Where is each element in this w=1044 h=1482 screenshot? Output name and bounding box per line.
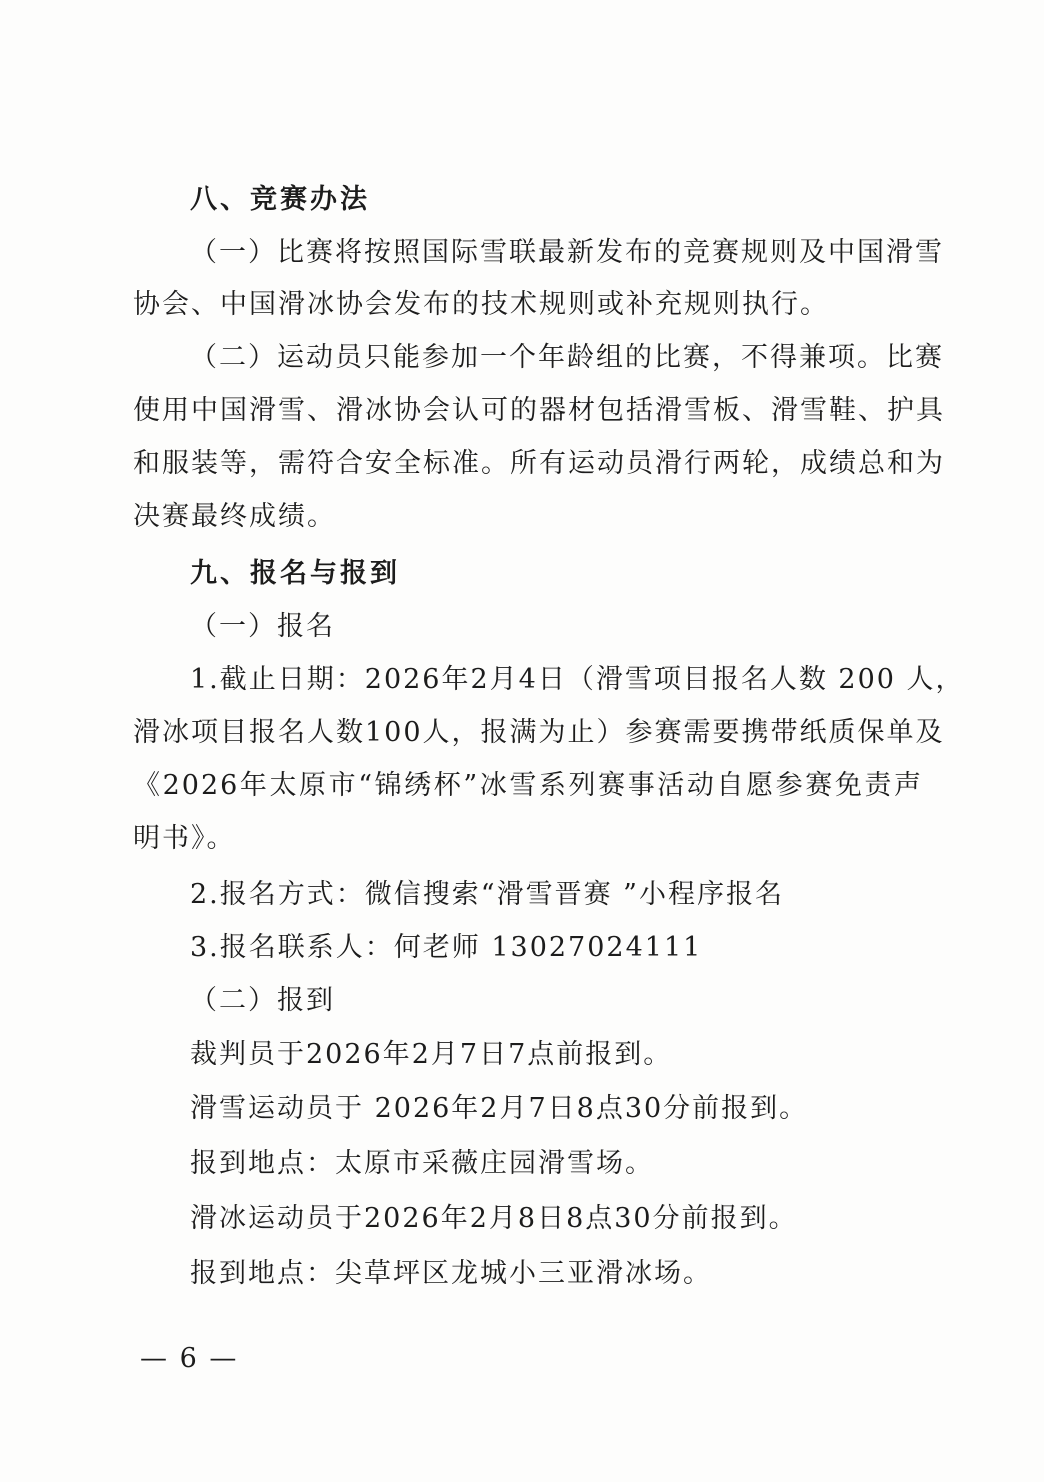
subsection-heading: （一）报名 — [190, 611, 335, 642]
list-item-line: 1.截止日期：2026年2月4日（滑雪项目报名人数 200 人， — [190, 664, 965, 695]
paragraph-line: 报到地点：尖草坪区龙城小三亚滑冰场。 — [190, 1258, 712, 1289]
list-item: 2.报名方式：微信搜索“滑雪晋赛 ”小程序报名 — [190, 879, 784, 910]
paragraph-line: 协会、中国滑冰协会发布的技术规则或补充规则执行。 — [133, 289, 829, 320]
paragraph-line: 和服装等，需符合安全标准。所有运动员滑行两轮，成绩总和为 — [133, 448, 945, 479]
section-heading-9: 九、报名与报到 — [190, 558, 400, 589]
list-item-line: 明书》。 — [133, 823, 236, 854]
paragraph-line: （一）比赛将按照国际雪联最新发布的竞赛规则及中国滑雪 — [190, 237, 944, 268]
list-item-line: 《2026年太原市“锦绣杯”冰雪系列赛事活动自愿参赛免责声 — [133, 770, 923, 801]
list-item: 3.报名联系人：何老师 13027024111 — [190, 932, 703, 963]
paragraph-line: 滑冰运动员于2026年2月8日8点30分前报到。 — [190, 1203, 798, 1234]
subsection-heading: （二）报到 — [190, 985, 335, 1016]
section-heading-8: 八、竞赛办法 — [190, 184, 370, 215]
page-number: — 6 — — [140, 1343, 239, 1374]
paragraph-line: 滑雪运动员于 2026年2月7日8点30分前报到。 — [190, 1093, 809, 1124]
paragraph-line: （二）运动员只能参加一个年龄组的比赛，不得兼项。比赛 — [190, 342, 944, 373]
paragraph-line: 裁判员于2026年2月7日7点前报到。 — [190, 1039, 673, 1070]
paragraph-line: 使用中国滑雪、滑冰协会认可的器材包括滑雪板、滑雪鞋、护具 — [133, 395, 945, 426]
paragraph-line: 报到地点：太原市采薇庄园滑雪场。 — [190, 1148, 654, 1179]
list-item-line: 滑冰项目报名人数100人，报满为止）参赛需要携带纸质保单及 — [133, 717, 945, 748]
paragraph-line: 决赛最终成绩。 — [133, 501, 336, 532]
